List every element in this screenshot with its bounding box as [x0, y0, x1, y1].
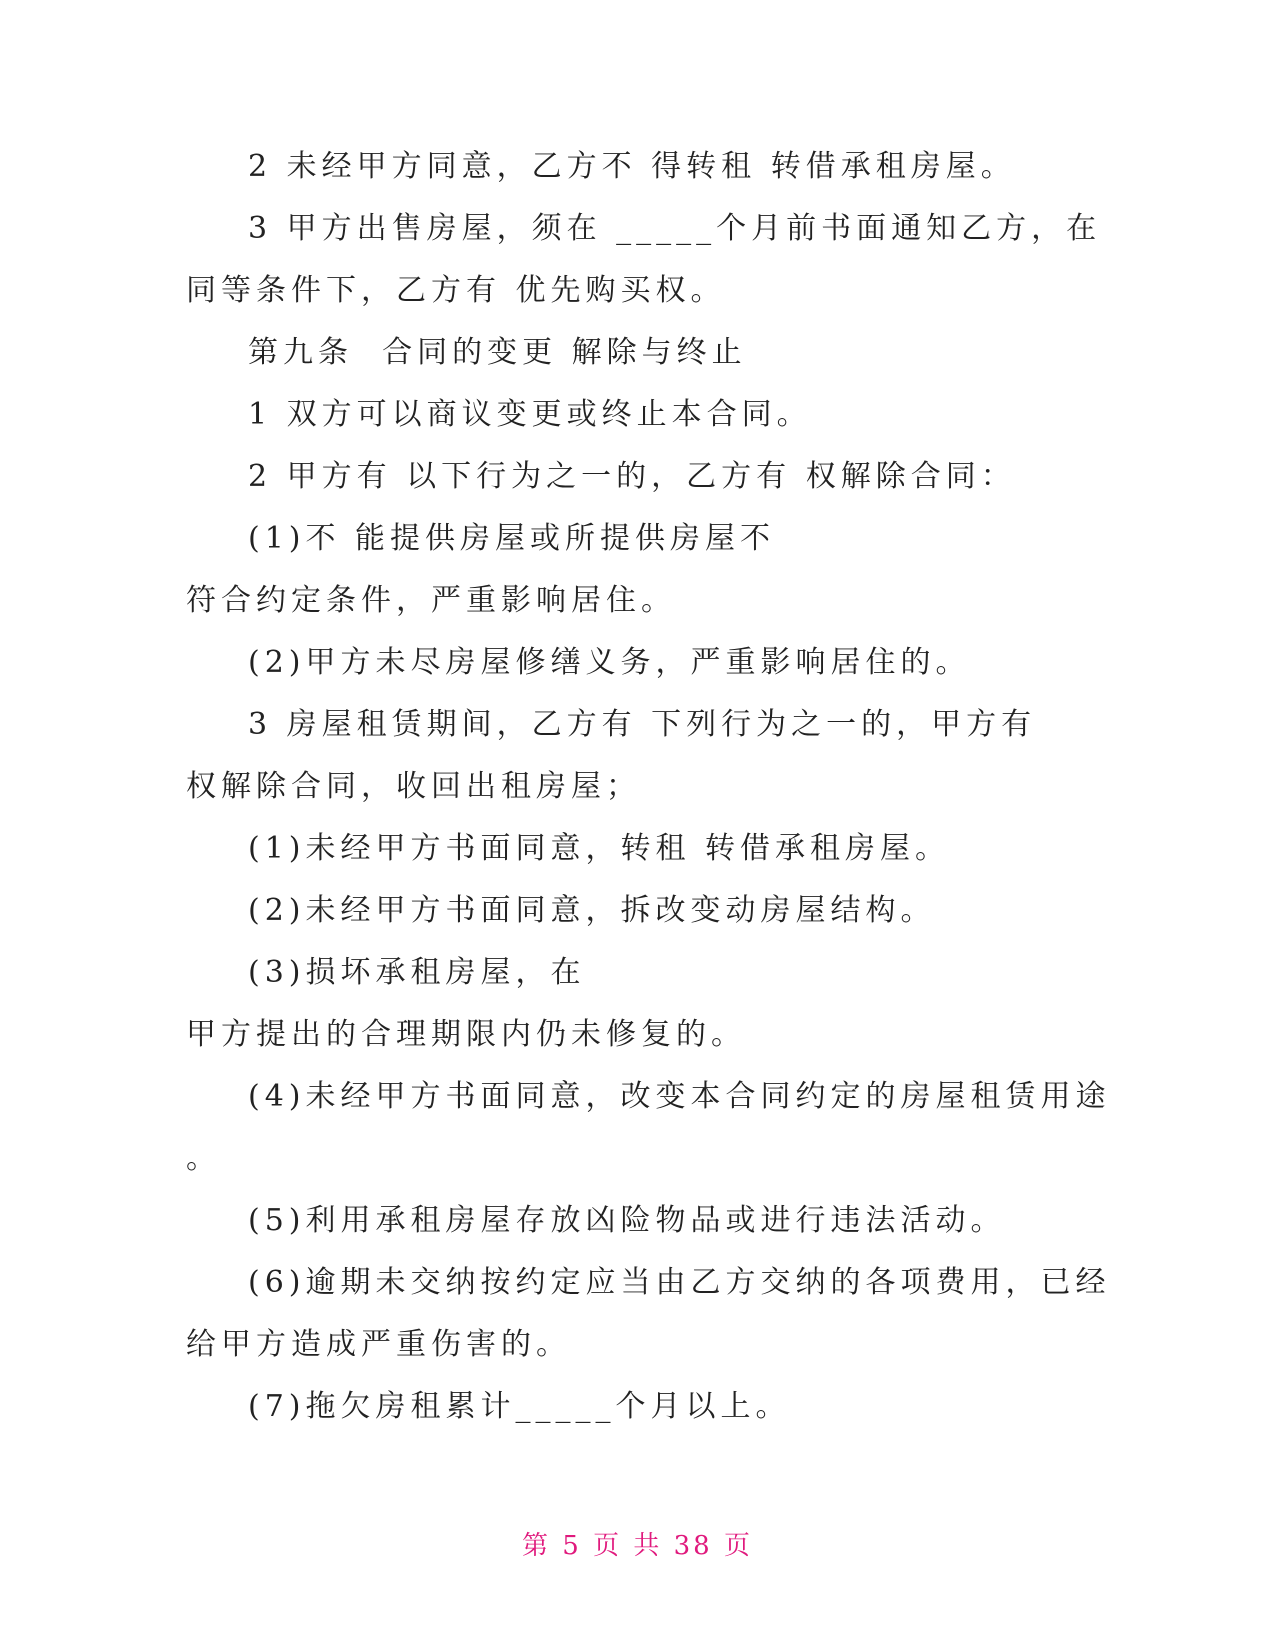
paragraph-line: (1)不 能提供房屋或所提供房屋不 — [248, 521, 776, 556]
paragraph-line: (1)未经甲方书面同意，转租 转借承租房屋。 — [248, 831, 951, 866]
paragraph-line: (4)未经甲方书面同意，改变本合同约定的房屋租赁用途 — [248, 1079, 1111, 1114]
paragraph-line: 符合约定条件，严重影响居住。 — [186, 583, 676, 618]
paragraph-line: (2)未经甲方书面同意，拆改变动房屋结构。 — [248, 893, 936, 928]
section-heading: 第九条 合同的变更 解除与终止 — [248, 335, 747, 370]
page-number-footer: 第 5 页 共 38 页 — [522, 1531, 753, 1561]
paragraph-line: 。 — [186, 1141, 221, 1176]
paragraph-line: 甲方提出的合理期限内仍未修复的。 — [186, 1017, 746, 1052]
paragraph-line: 2 未经甲方同意，乙方不 得转租 转借承租房屋。 — [248, 149, 1016, 184]
paragraph-line: (5)利用承租房屋存放凶险物品或进行违法活动。 — [248, 1203, 1006, 1238]
paragraph-line: 3 房屋租赁期间，乙方有 下列行为之一的，甲方有 — [248, 707, 1037, 742]
paragraph-line: 给甲方造成严重伤害的。 — [186, 1327, 571, 1362]
paragraph-line: 2 甲方有 以下行为之一的，乙方有 权解除合同： — [248, 459, 1016, 494]
paragraph-line: 同等条件下，乙方有 优先购买权。 — [186, 273, 726, 308]
paragraph-line: (6)逾期未交纳按约定应当由乙方交纳的各项费用，已经 — [248, 1265, 1111, 1300]
paragraph-line: 1 双方可以商议变更或终止本合同。 — [248, 397, 812, 432]
paragraph-line: (3)损坏承租房屋，在 — [248, 955, 586, 990]
paragraph-line: (2)甲方未尽房屋修缮义务，严重影响居住的。 — [248, 645, 971, 680]
paragraph-line: 3 甲方出售房屋，须在 _____个月前书面通知乙方，在 — [248, 211, 1102, 246]
paragraph-line: (7)拖欠房租累计_____个月以上。 — [248, 1389, 791, 1424]
paragraph-line: 权解除合同，收回出租房屋； — [186, 769, 641, 804]
